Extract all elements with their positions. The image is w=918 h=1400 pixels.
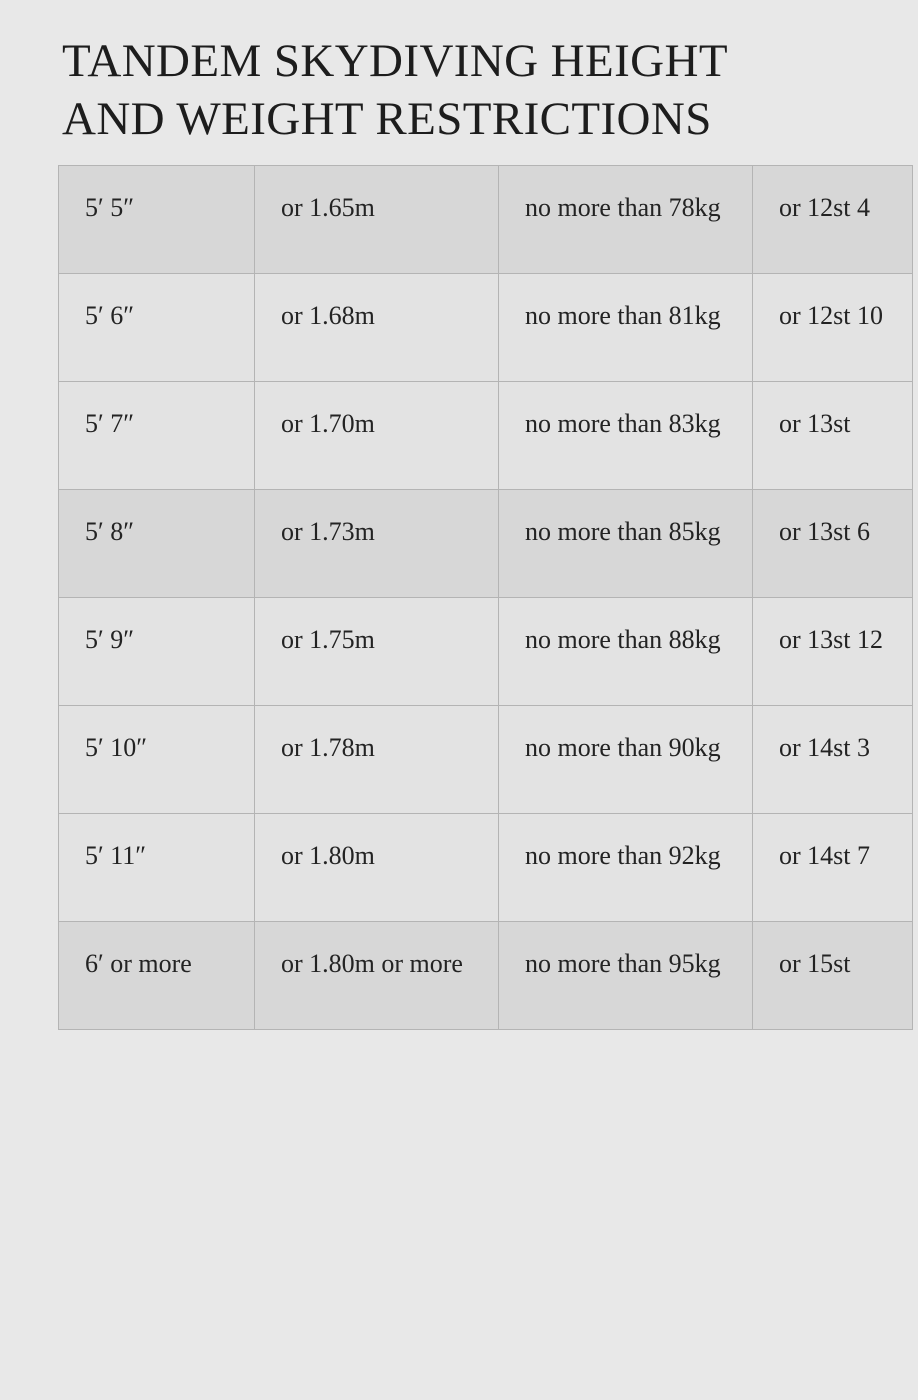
cell-weight-imperial: or 13st 6 xyxy=(753,489,913,597)
table-body xyxy=(59,165,913,1029)
table-row xyxy=(59,921,913,1029)
cell-weight-imperial: or 14st 7 xyxy=(753,813,913,921)
cell-weight-imperial: or 13st xyxy=(753,381,913,489)
table-row xyxy=(59,165,913,273)
height-weight-restrictions-table xyxy=(58,165,913,1030)
cell-weight-metric: no more than 92kg xyxy=(499,813,753,921)
cell-height-metric: or 1.68m xyxy=(255,273,499,381)
cell-weight-imperial: or 12st 10 xyxy=(753,273,913,381)
cell-height-metric: or 1.70m xyxy=(255,381,499,489)
table-row xyxy=(59,489,913,597)
cell-height-imperial: 5′ 11″ xyxy=(59,813,255,921)
cell-height-imperial: 6′ or more xyxy=(59,921,255,1029)
cell-weight-metric: no more than 95kg xyxy=(499,921,753,1029)
cell-height-metric: or 1.80m or more xyxy=(255,921,499,1029)
cell-weight-imperial: or 14st 3 xyxy=(753,705,913,813)
table-row xyxy=(59,273,913,381)
cell-height-metric: or 1.73m xyxy=(255,489,499,597)
cell-height-imperial: 5′ 9″ xyxy=(59,597,255,705)
cell-weight-metric: no more than 90kg xyxy=(499,705,753,813)
table-row xyxy=(59,597,913,705)
cell-weight-metric: no more than 85kg xyxy=(499,489,753,597)
cell-height-imperial: 5′ 6″ xyxy=(59,273,255,381)
page-title-line-2: AND WEIGHT RESTRICTIONS xyxy=(62,93,712,146)
cell-height-imperial: 5′ 5″ xyxy=(59,165,255,273)
cell-height-metric: or 1.80m xyxy=(255,813,499,921)
cell-weight-metric: no more than 78kg xyxy=(499,165,753,273)
cell-weight-metric: no more than 81kg xyxy=(499,273,753,381)
cell-height-imperial: 5′ 8″ xyxy=(59,489,255,597)
cell-height-metric: or 1.78m xyxy=(255,705,499,813)
cell-weight-metric: no more than 83kg xyxy=(499,381,753,489)
page-title xyxy=(62,0,860,149)
cell-height-imperial: 5′ 10″ xyxy=(59,705,255,813)
cell-weight-imperial: or 15st xyxy=(753,921,913,1029)
cell-height-imperial: 5′ 7″ xyxy=(59,381,255,489)
cell-height-metric: or 1.65m xyxy=(255,165,499,273)
page-title-line-1: TANDEM SKYDIVING HEIGHT xyxy=(62,35,728,87)
cell-weight-imperial: or 13st 12 xyxy=(753,597,913,705)
table-row xyxy=(59,705,913,813)
table-row xyxy=(59,381,913,489)
cell-weight-metric: no more than 88kg xyxy=(499,597,753,705)
table-row xyxy=(59,813,913,921)
cell-weight-imperial: or 12st 4 xyxy=(753,165,913,273)
cell-height-metric: or 1.75m xyxy=(255,597,499,705)
